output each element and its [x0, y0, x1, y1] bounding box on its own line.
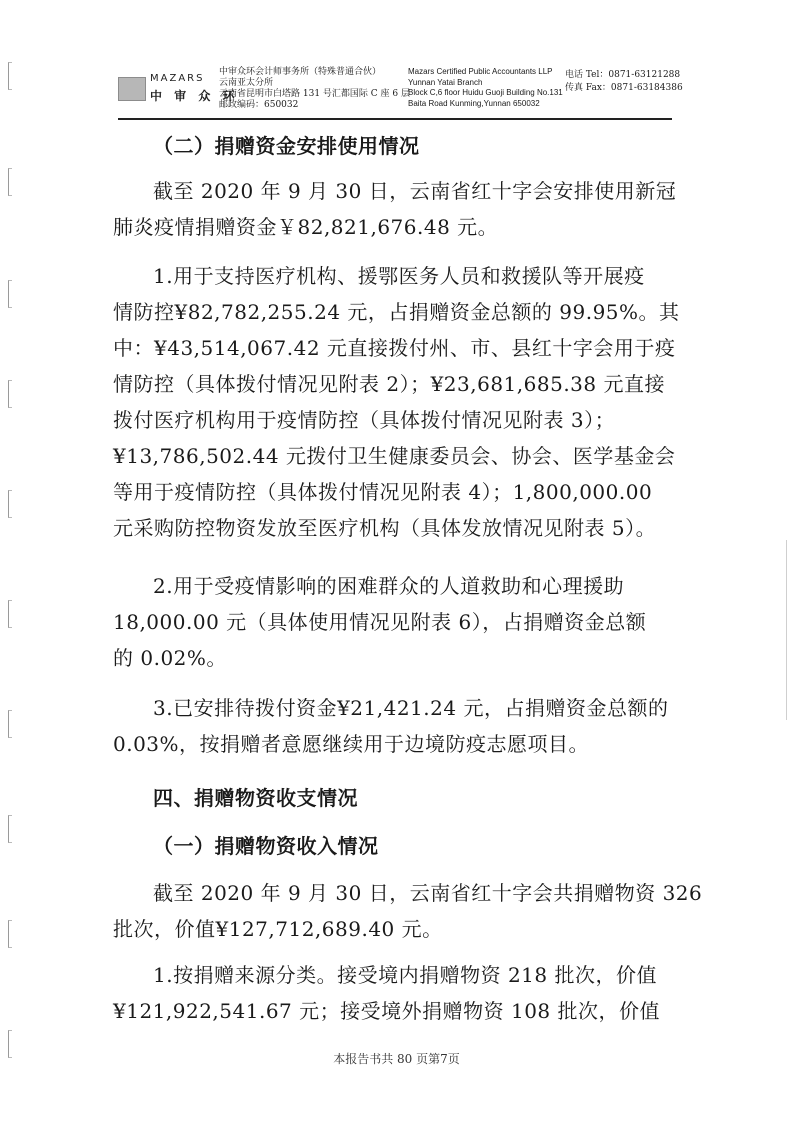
text-line: ¥13,786,502.44 元拨付卫生健康委员会、协会、医学基金会	[113, 444, 676, 468]
binding-mark	[8, 920, 12, 948]
address-cn: 云南省昆明市白塔路 131 号汇都国际 C 座 6 层	[219, 89, 410, 99]
page-footer: 本报告书共 80 页第7页	[333, 1052, 460, 1066]
firm-info-cn	[219, 67, 410, 111]
text-line: 0.03%，按捐赠者意愿继续用于边境防疫志愿项目。	[113, 732, 590, 756]
text-line: 元采购防控物资发放至医疗机构（具体发放情况见附表 5）。	[113, 516, 657, 540]
text-line: 拨付医疗机构用于疫情防控（具体拨付情况见附表 3）；	[113, 408, 616, 432]
text-line: 1.按捐赠来源分类。接受境内捐赠物资 218 批次，价值	[153, 963, 657, 987]
text-line: 1.用于支持医疗机构、援鄂医务人员和救援队等开展疫	[153, 264, 645, 288]
paragraph-funds-total	[113, 173, 676, 245]
binding-mark	[8, 380, 12, 408]
text-line: 3.已安排待拨付资金¥21,421.24 元，占捐赠资金总额的	[153, 696, 669, 720]
binding-mark	[8, 168, 12, 196]
section-heading-donated-goods: 四、捐赠物资收支情况	[153, 786, 358, 810]
firm-name-en: Mazars Certified Public Accountants LLP	[408, 67, 553, 76]
fax: 传真 Fax：0871-63184386	[565, 83, 683, 93]
firm-info-en	[408, 67, 563, 109]
binding-mark	[8, 62, 12, 90]
text-line: 情防控¥82,782,255.24 元，占捐赠资金总额的 99.95%。其	[113, 300, 680, 324]
text-line: 中：¥43,514,067.42 元直接拨付州、市、县红十字会用于疫	[113, 336, 676, 360]
text-line: 情防控（具体拨付情况见附表 2）；¥23,681,685.38 元直接	[113, 372, 665, 396]
text-line: 2.用于受疫情影响的困难群众的人道救助和心理援助	[153, 574, 625, 598]
paragraph-medical-support	[113, 258, 680, 546]
binding-mark	[8, 280, 12, 308]
address-en-line1: Block C,6 floor Huidu Guoji Building No.131	[408, 88, 563, 97]
text-line: ¥121,922,541.67 元；接受境外捐赠物资 108 批次，价值	[113, 999, 661, 1023]
paragraph-humanitarian-aid	[113, 568, 676, 676]
binding-mark	[8, 490, 12, 518]
section-heading-funds-usage: （二）捐赠资金安排使用情况	[153, 134, 420, 158]
mazars-logo-icon	[118, 77, 146, 101]
text-line: 截至 2020 年 9 月 30 日，云南省红十字会共捐赠物资 326	[153, 881, 703, 905]
logo-en: MAZARS	[150, 73, 205, 84]
branch-name-en: Yunnan Yatai Branch	[408, 77, 483, 87]
text-line: 批次，价值¥127,712,689.40 元。	[113, 917, 443, 941]
contact-info	[565, 69, 683, 95]
text-line: 截至 2020 年 9 月 30 日，云南省红十字会安排使用新冠	[153, 179, 677, 203]
text-line: 等用于疫情防控（具体拨付情况见附表 4）；1,800,000.00	[113, 480, 653, 504]
binding-mark	[8, 600, 12, 628]
firm-name-cn: 中审众环会计师事务所（特殊普通合伙）	[219, 67, 382, 77]
phone: 电话 Tel：0871-63121288	[565, 70, 681, 80]
letterhead	[118, 63, 683, 115]
branch-name-cn: 云南亚太分所	[219, 78, 274, 88]
text-line: 18,000.00 元（具体使用情况见附表 6），占捐赠资金总额	[113, 610, 647, 634]
logo-cn: 中 审 众 环	[150, 89, 239, 103]
binding-mark	[8, 710, 12, 738]
text-line: 的 0.02%。	[113, 646, 227, 670]
header-divider	[118, 118, 672, 120]
paragraph-goods-by-source	[113, 957, 676, 1029]
paragraph-pending-funds	[113, 690, 676, 762]
address-en-line2: Baita Road Kunming,Yunnan 650032	[408, 98, 540, 108]
paragraph-goods-total	[113, 875, 703, 947]
subsection-heading-goods-income: （一）捐赠物资收入情况	[153, 834, 379, 858]
right-edge-shadow	[786, 540, 787, 720]
binding-mark	[8, 815, 12, 843]
postcode-cn: 邮政编码：650032	[219, 100, 299, 110]
text-line: 肺炎疫情捐赠资金￥82,821,676.48 元。	[113, 215, 499, 239]
